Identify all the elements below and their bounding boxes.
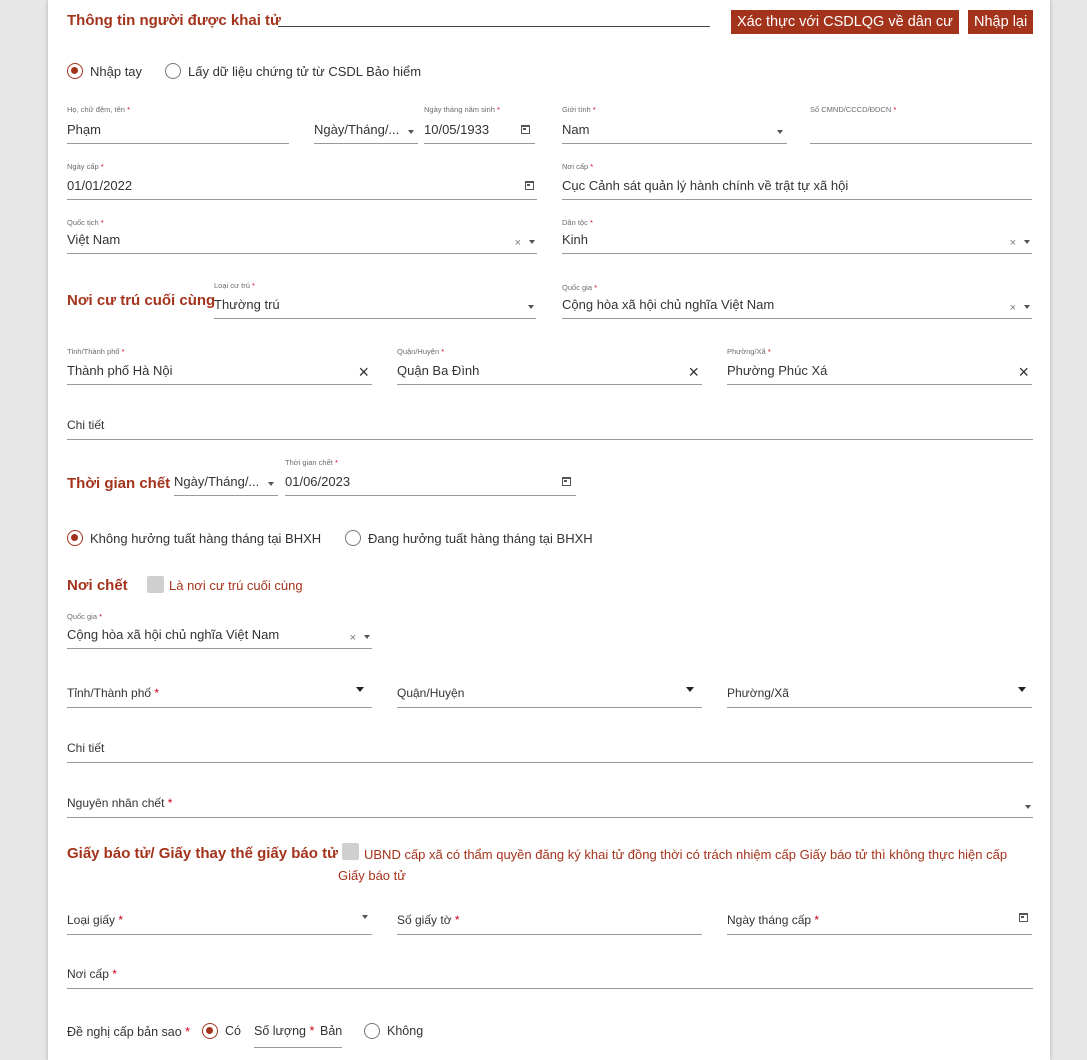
section-title-death-place: Nơi chết [67,577,128,594]
residence-country-label: Quốc gia [562,283,593,292]
death-province-placeholder: Tỉnh/Thành phố [67,686,152,700]
residence-type-value: Thường trú [214,297,280,312]
close-icon[interactable]: × [1018,362,1029,382]
copy-quantity-input[interactable]: Số lượng * Bản [254,1018,342,1048]
residence-detail-input[interactable] [67,405,1033,440]
ethnicity-value: Kinh [562,232,589,247]
dob-label: Ngày tháng năm sinh [424,105,495,114]
death-district-select[interactable] [397,672,702,708]
certificate-number-placeholder: Số giấy tờ [397,913,452,927]
calendar-icon[interactable] [1019,913,1028,922]
issue-date-value: 01/01/2022 [67,178,133,193]
ethnicity-label: Dân tộc [562,218,588,227]
radio-manual-entry[interactable] [67,63,83,79]
chevron-down-icon [356,687,364,692]
death-cause-placeholder: Nguyên nhân chết [67,796,165,810]
chevron-down-icon [364,635,370,639]
issue-place-field[interactable]: Nơi cấp * Cục Cảnh sát quản lý hành chính về trật tự xã hội [562,162,1032,200]
issue-place-value: Cục Cảnh sát quản lý hành chính về trật tự xã hội [562,178,849,193]
chevron-down-icon [1024,240,1030,244]
radio-receiving-pension[interactable] [345,530,361,546]
close-icon[interactable]: × [358,362,369,382]
issue-date-label: Ngày cấp [67,162,99,171]
nationality-label: Quốc tịch [67,218,99,227]
death-time-field[interactable]: Thời gian chết * 01/06/2023 [285,458,576,496]
certificate-date-placeholder: Ngày tháng cấp [727,913,812,927]
section-title-death-certificate: Giấy báo tử/ Giấy thay thế giấy báo tử [67,845,338,862]
reset-button[interactable]: Nhập lại [968,10,1033,34]
ubnd-certificate-note: UBND cấp xã có thẩm quyền đăng ký khai tử đồng thời có trách nhiệm cấp Giấy báo tử thì không thực hiện cấp Giấy báo tử [338,847,1008,883]
death-detail-input[interactable] [67,728,1033,763]
certificate-type-select[interactable]: Loại giấy * [67,898,372,935]
residence-country-value: Cộng hòa xã hội chủ nghĩa Việt Nam [562,297,775,312]
radio-copy-no-label: Không [387,1024,424,1038]
gender-value: Nam [562,122,590,137]
dob-format-value: Ngày/Tháng/... [314,122,400,137]
radio-not-receiving-pension[interactable] [67,530,83,546]
ethnicity-select[interactable]: Dân tộc * Kinh × [562,218,1032,254]
death-country-label: Quốc gia [67,612,98,621]
chevron-down-icon [362,915,368,919]
dob-field[interactable]: Ngày tháng năm sinh * 10/05/1933 [424,105,535,144]
chevron-down-icon [408,130,414,134]
death-province-select[interactable]: Tỉnh/Thành phố * [67,672,372,708]
nationality-select[interactable]: Quốc tịch * Việt Nam × [67,218,537,254]
same-as-residence-checkbox[interactable] [147,576,164,593]
radio-manual-entry-label: Nhập tay [90,64,143,79]
certificate-number-input[interactable]: Số giấy tờ * [397,898,702,935]
death-country-value: Cộng hòa xã hội chủ nghĩa Việt Nam [67,627,280,642]
residence-province-label: Tỉnh/Thành phố [67,347,120,356]
residence-ward-value: Phường Phúc Xá [727,363,828,378]
radio-copy-no[interactable] [364,1023,380,1039]
death-country-select[interactable]: Quốc gia * Cộng hòa xã hội chủ nghĩa Việt Nam × [67,612,372,649]
chevron-down-icon [1025,805,1031,809]
clear-icon[interactable]: × [1009,302,1016,314]
certificate-date-field[interactable]: Ngày tháng cấp * [727,898,1032,935]
issue-place-label: Nơi cấp [562,162,589,171]
chevron-down-icon [686,687,694,692]
death-time-format-select[interactable] [174,458,278,496]
verify-citizen-db-button[interactable]: Xác thực với CSDLQG về dân cư [731,10,959,34]
full-name-field[interactable]: Họ, chữ đệm, tên * Phạm [67,105,289,144]
certificate-place-placeholder: Nơi cấp [67,967,109,981]
chevron-down-icon [268,482,274,486]
nationality-value: Việt Nam [67,232,121,247]
death-detail-placeholder: Chi tiết [67,741,105,755]
residence-district-label: Quận/Huyện [397,347,440,356]
copy-request-label: Đề nghị cấp bản sao [67,1025,182,1039]
copy-quantity-unit: Bản [320,1024,343,1038]
death-time-label: Thời gian chết [285,458,333,467]
residence-province-value: Thành phố Hà Nội [67,363,173,378]
certificate-type-placeholder: Loại giấy [67,913,116,927]
certificate-place-input[interactable]: Nơi cấp * [67,953,1033,989]
chevron-down-icon [1024,305,1030,309]
death-ward-placeholder: Phường/Xã [727,686,789,700]
radio-not-receiving-pension-label: Không hưởng tuất hàng tháng tại BHXH [90,531,322,546]
chevron-down-icon [529,240,535,244]
calendar-icon[interactable] [562,477,571,486]
residence-type-select[interactable]: Loại cư trú * Thường trú [214,281,536,319]
issue-date-field[interactable]: Ngày cấp * 01/01/2022 [67,162,537,200]
radio-receiving-pension-label: Đang hưởng tuất hàng tháng tại BHXH [368,531,593,546]
death-ward-select[interactable] [727,672,1032,708]
full-name-label: Họ, chữ đệm, tên [67,105,125,114]
same-as-residence-label: Là nơi cư trú cuối cùng [169,578,303,593]
clear-icon[interactable]: × [349,632,356,644]
residence-ward-label: Phường/Xã [727,347,766,356]
copy-quantity-label: Số lượng [254,1024,307,1038]
form-card: Thông tin người được khai tử Xác thực với CSDLQG về dân cư Nhập lại Nhập tay Lấy dữ liệu chứng tử từ CSDL Bảo hiểm Họ, chữ đệm, tên * Phạm Ngày/Tháng/... Ngày tháng năm sinh * 10/05/1933 Giới tính * Nam Số CMND/CCCD/ĐDCN * Ngày cấp * 01/01/2022 Nơi cấp * Cục Cảnh sát quản lý hành chính về trật tự xã hội Quốc tịch * Việt Nam × Dân tộc * Kinh × Nơi cư trú cuối cùng Loại cư trú * Thường trú Quốc gia * Cộng hòa xã hội chủ nghĩa Việt Nam × Tỉnh/Thành phố * Thành phố Hà Nội × Quận/Huyện * Quận Ba Đình × Phường/Xã * Phường Phúc Xá × Chi tiết Thời gian chết Ngày/Tháng/... Thời gian chết * 01/06/2023 Không hưởng tuất hàng tháng tại BHXH Đang hưởng tuất hàng tháng tại BHXH Nơi chết Là nơi cư trú cuối cùng Quốc gia * Cộng hòa xã hội chủ nghĩa Việt Nam × Tỉnh/Thành phố * Quận/Huyện Phường/Xã Chi tiết Nguyên nhân chết * Giấy báo tử/ Giấy thay thế giấy báo tử UBND cấp xã có thẩm quyền đăng ký khai tử đồng thời có trách nhiệm cấp Giấy báo tử thì không thực hiện cấp Giấy báo tử Loại giấy * Số giấy tờ * Ngày tháng cấp * Nơi cấp * Đề nghị cấp bản sao * Có Số lượng * Bản Không [48,0,1050,1060]
death-time-value: 01/06/2023 [285,474,351,489]
dob-value: 10/05/1933 [424,122,490,137]
gender-label: Giới tính [562,105,591,114]
dob-format-select[interactable] [314,105,418,144]
radio-copy-yes[interactable] [202,1023,218,1039]
chevron-down-icon [777,130,783,134]
clear-icon[interactable]: × [1009,237,1016,249]
gender-select[interactable]: Giới tính * Nam [562,105,787,144]
close-icon[interactable]: × [688,362,699,382]
death-cause-select[interactable]: Nguyên nhân chết * [67,782,1033,818]
death-time-format-value: Ngày/Tháng/... [174,474,260,489]
calendar-icon[interactable] [525,181,534,190]
title-underline [278,26,710,27]
section-title-last-residence: Nơi cư trú cuối cùng [67,292,216,309]
radio-insurance-db[interactable] [165,63,181,79]
residence-detail-placeholder: Chi tiết [67,418,105,432]
id-number-label: Số CMND/CCCD/ĐDCN [810,105,892,114]
chevron-down-icon [1018,687,1026,692]
clear-icon[interactable]: × [514,237,521,249]
section-title-deceased-info: Thông tin người được khai tử [67,12,281,29]
section-title-death-time: Thời gian chết [67,475,171,492]
calendar-icon[interactable] [521,125,530,134]
residence-country-select[interactable]: Quốc gia * Cộng hòa xã hội chủ nghĩa Việt Nam × [562,283,1032,319]
chevron-down-icon [528,305,534,309]
residence-province-select[interactable]: Tỉnh/Thành phố * Thành phố Hà Nội × [67,347,372,385]
residence-ward-select[interactable]: Phường/Xã * Phường Phúc Xá × [727,347,1032,385]
radio-insurance-db-label: Lấy dữ liệu chứng tử từ CSDL Bảo hiểm [188,64,422,79]
full-name-value: Phạm [67,122,101,137]
radio-copy-yes-label: Có [225,1024,241,1038]
residence-district-select[interactable]: Quận/Huyện * Quận Ba Đình × [397,347,702,385]
residence-district-value: Quận Ba Đình [397,363,480,378]
death-district-placeholder: Quận/Huyện [397,686,465,700]
id-number-field[interactable]: Số CMND/CCCD/ĐDCN * [810,105,1032,144]
residence-type-label: Loại cư trú [214,281,250,290]
